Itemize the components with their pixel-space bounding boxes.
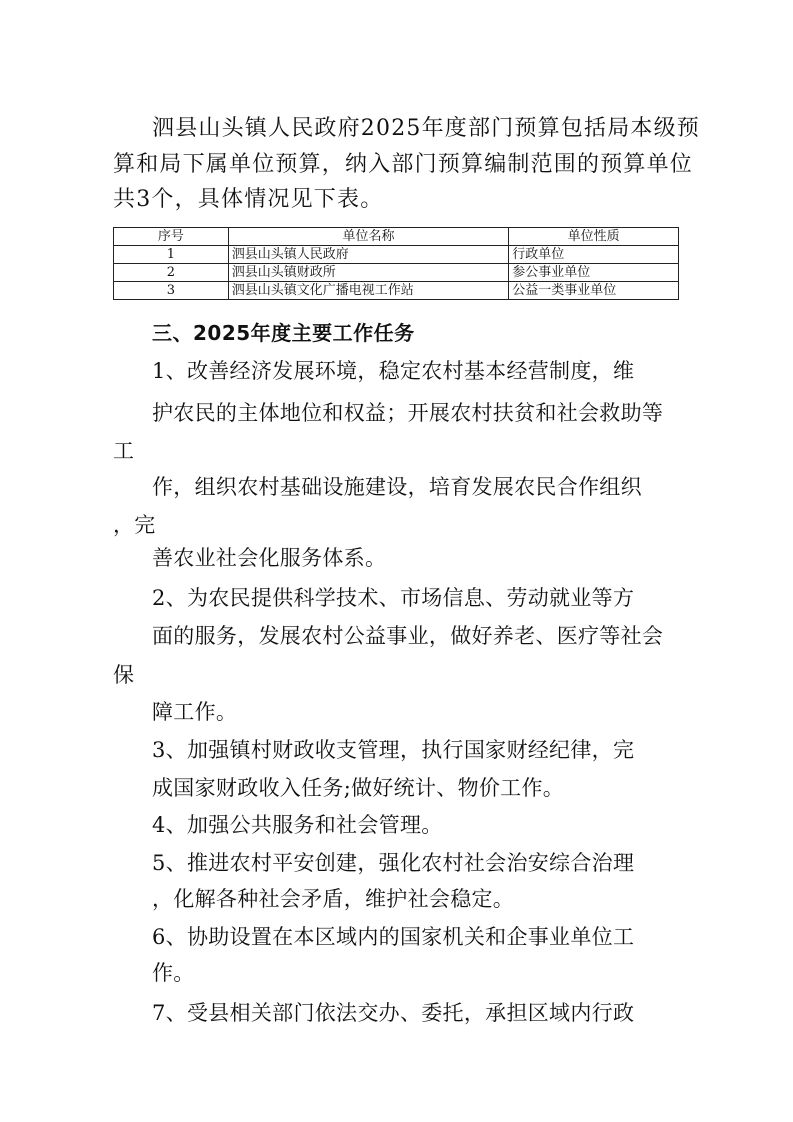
body-line: 1、改善经济发展环境，稳定农村基本经营制度，维: [152, 359, 635, 383]
table-row: [114, 264, 679, 282]
cell-unit-type: 参公事业单位: [509, 264, 679, 282]
body-line: 善农业社会化服务体系。: [152, 546, 387, 570]
body-line: 作。: [152, 961, 195, 985]
cell-unit-name: 泗县山头镇财政所: [228, 264, 508, 282]
body-line: 工: [113, 439, 135, 463]
body-line: 7、受县相关部门依法交办、委托，承担区域内行政: [152, 1001, 635, 1025]
body-line: 面的服务，发展农村公益事业，做好养老、医疗等社会: [152, 624, 664, 648]
budget-units-table: [113, 227, 679, 300]
body-line: 保: [113, 663, 135, 687]
table-header-row: [114, 228, 679, 246]
col-header-unit-type: 单位性质: [509, 228, 679, 246]
table-row: [114, 282, 679, 300]
cell-index: 2: [114, 264, 229, 282]
body-line: 5、推进农村平安创建，强化农村社会治安综合治理: [152, 851, 635, 875]
cell-index: 3: [114, 282, 229, 300]
cell-index: 1: [114, 246, 229, 264]
body-line: 成国家财政收入任务;做好统计、物价工作。: [152, 776, 565, 800]
body-line: 护农民的主体地位和权益；开展农村扶贫和社会救助等: [152, 401, 664, 425]
cell-unit-name: 泗县山头镇人民政府: [228, 246, 508, 264]
intro-line-3: 共3个，具体情况见下表。: [113, 187, 384, 212]
body-line: ，完: [113, 513, 156, 537]
cell-unit-type: 公益一类事业单位: [509, 282, 679, 300]
intro-line-2: 算和局下属单位预算，纳入部门预算编制范围的预算单位: [113, 152, 694, 177]
body-line: 6、协助设置在本区域内的国家机关和企事业单位工: [152, 925, 635, 949]
cell-unit-name: 泗县山头镇文化广播电视工作站: [228, 282, 508, 300]
body-line: 障工作。: [152, 700, 238, 724]
section-heading: 三、2025年度主要工作任务: [152, 321, 415, 345]
cell-unit-type: 行政单位: [509, 246, 679, 264]
table-row: [114, 246, 679, 264]
body-line: 作，组织农村基础设施建设，培育发展农民合作组织: [152, 475, 642, 499]
body-line: 3、加强镇村财政收支管理，执行国家财经纪律，完: [152, 738, 635, 762]
intro-line-1: 泗县山头镇人民政府2025年度部门预算包括局本级预: [152, 116, 700, 141]
col-header-index: 序号: [114, 228, 229, 246]
body-line: 4、加强公共服务和社会管理。: [152, 813, 443, 837]
body-line: 2、为农民提供科学技术、市场信息、劳动就业等方: [152, 586, 635, 610]
body-line: ，化解各种社会矛盾，维护社会稳定。: [152, 887, 515, 911]
col-header-unit-name: 单位名称: [228, 228, 508, 246]
